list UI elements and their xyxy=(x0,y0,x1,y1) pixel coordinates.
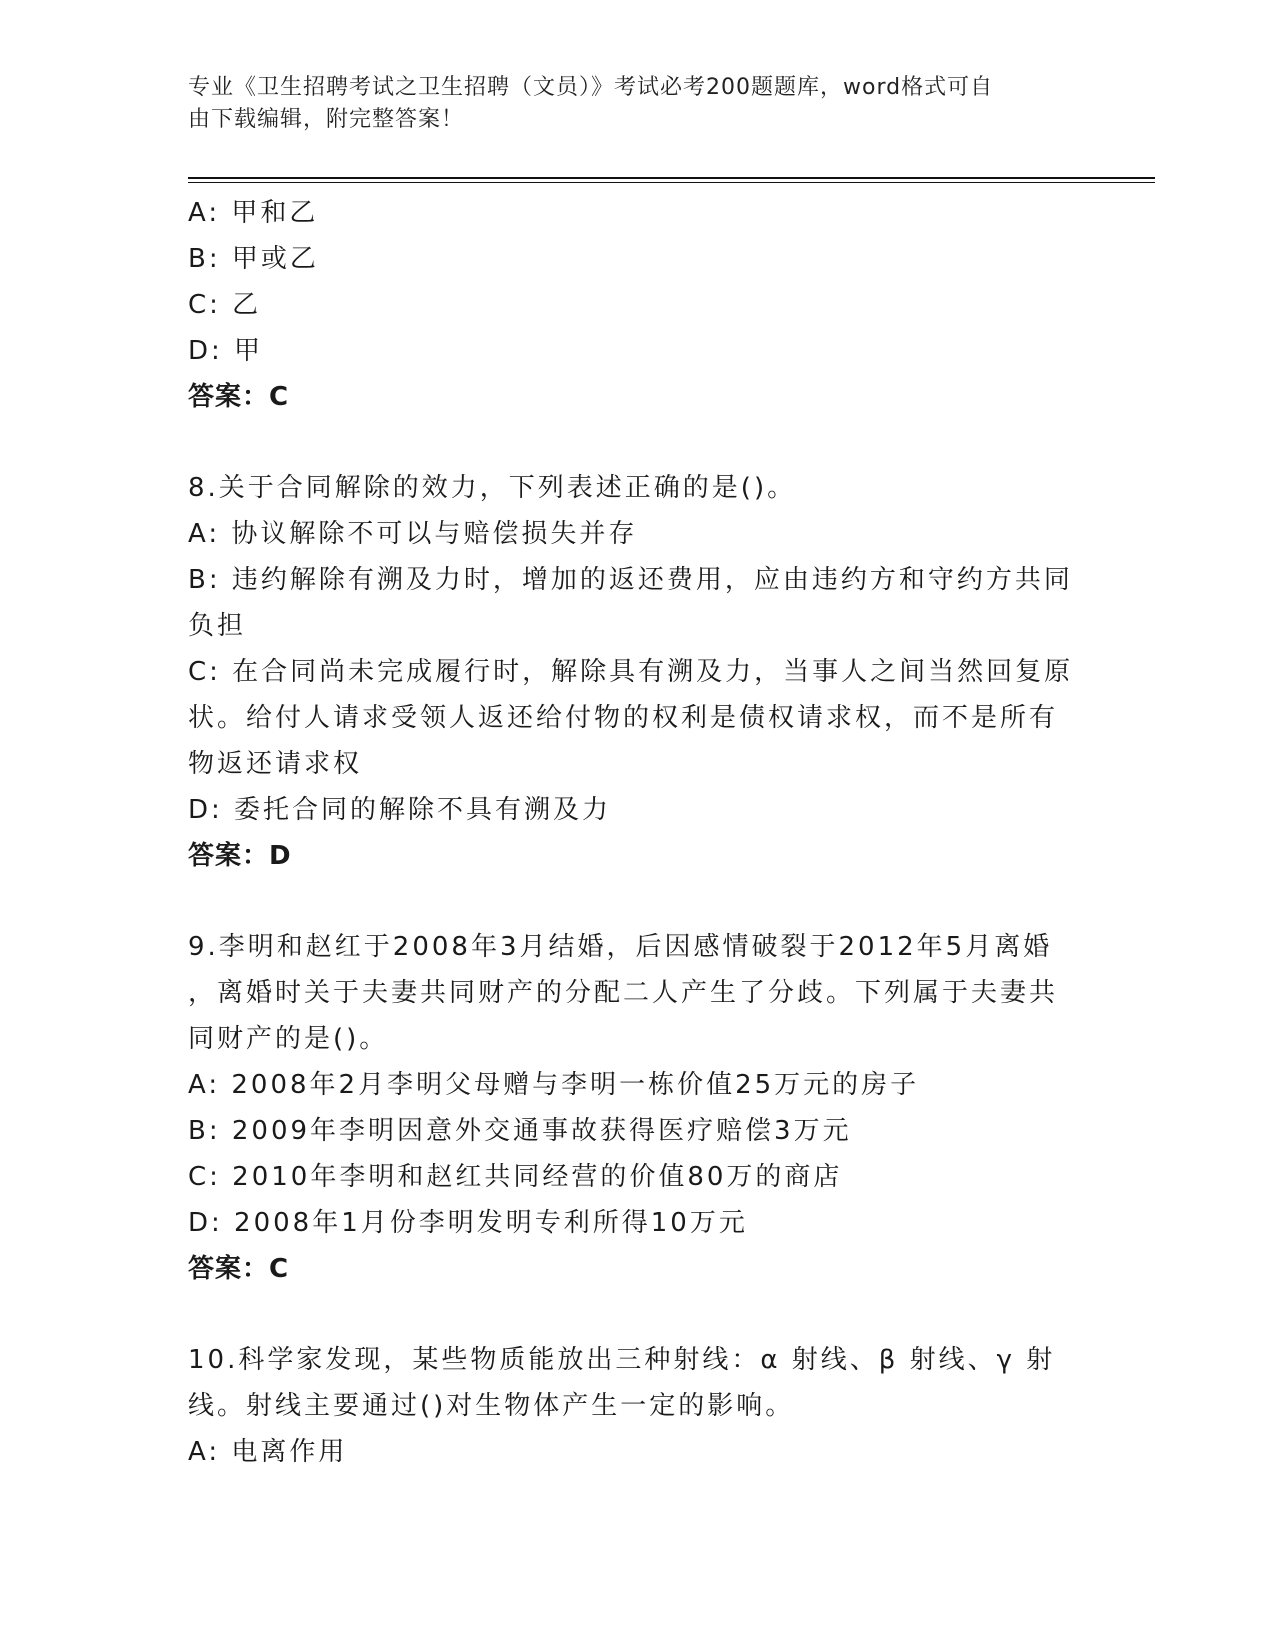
q9-stem-line-1: 9.李明和赵红于2008年3月结婚，后因感情破裂于2012年5月离婚 xyxy=(188,932,1053,962)
q7-option-b: B: 甲或乙 xyxy=(188,244,319,274)
q9-option-c: C: 2010年李明和赵红共同经营的价值80万的商店 xyxy=(188,1162,843,1192)
q7-option-d: D: 甲 xyxy=(188,336,264,366)
q9-option-b: B: 2009年李明因意外交通事故获得医疗赔偿3万元 xyxy=(188,1116,852,1146)
header-line-1: 专业《卫生招聘考试之卫生招聘（文员）》考试必考200题题库，word格式可自 xyxy=(188,75,994,100)
header-divider-thick xyxy=(188,177,1155,179)
q9-stem-line-2: ，离婚时关于夫妻共同财产的分配二人产生了分歧。下列属于夫妻共 xyxy=(188,978,1059,1008)
q8-option-d: D: 委托合同的解除不具有溯及力 xyxy=(188,795,612,825)
document-body xyxy=(188,190,1088,1475)
q9-stem-line-3: 同财产的是()。 xyxy=(188,1024,389,1054)
spacer xyxy=(188,879,1088,924)
q7-option-c: C: 乙 xyxy=(188,290,262,320)
spacer xyxy=(188,420,1088,465)
header-divider-thin xyxy=(188,182,1155,183)
q8-option-b-line-2: 负担 xyxy=(188,611,247,641)
question-8-block xyxy=(188,465,1088,879)
q7-answer: 答案：C xyxy=(188,382,290,412)
q10-stem-line-1: 10.科学家发现，某些物质能放出三种射线：α 射线、β 射线、γ 射 xyxy=(188,1345,1056,1375)
question-10-block xyxy=(188,1337,1088,1475)
question-9-block xyxy=(188,924,1088,1292)
q8-option-c-line-1: C: 在合同尚未完成履行时，解除具有溯及力，当事人之间当然回复原 xyxy=(188,657,1074,687)
q8-option-c-line-3: 物返还请求权 xyxy=(188,749,363,779)
q8-option-a: A: 协议解除不可以与赔偿损失并存 xyxy=(188,519,638,549)
q9-answer: 答案：C xyxy=(188,1254,290,1284)
spacer xyxy=(188,1292,1088,1337)
q8-stem: 8.关于合同解除的效力，下列表述正确的是()。 xyxy=(188,473,797,503)
q10-option-a: A: 电离作用 xyxy=(188,1437,348,1467)
document-header xyxy=(188,72,1068,136)
q9-option-d: D: 2008年1月份李明发明专利所得10万元 xyxy=(188,1208,748,1238)
q7-option-a: A: 甲和乙 xyxy=(188,198,319,228)
q8-answer: 答案：D xyxy=(188,841,292,871)
q10-stem-line-2: 线。射线主要通过()对生物体产生一定的影响。 xyxy=(188,1391,795,1421)
q9-option-a: A: 2008年2月李明父母赠与李明一栋价值25万元的房子 xyxy=(188,1070,920,1100)
q8-option-c-line-2: 状。给付人请求受领人返还给付物的权利是债权请求权，而不是所有 xyxy=(188,703,1059,733)
question-7-block xyxy=(188,190,1088,420)
header-line-2: 由下载编辑，附完整答案！ xyxy=(188,107,465,132)
q8-option-b-line-1: B: 违约解除有溯及力时，增加的返还费用，应由违约方和守约方共同 xyxy=(188,565,1073,595)
